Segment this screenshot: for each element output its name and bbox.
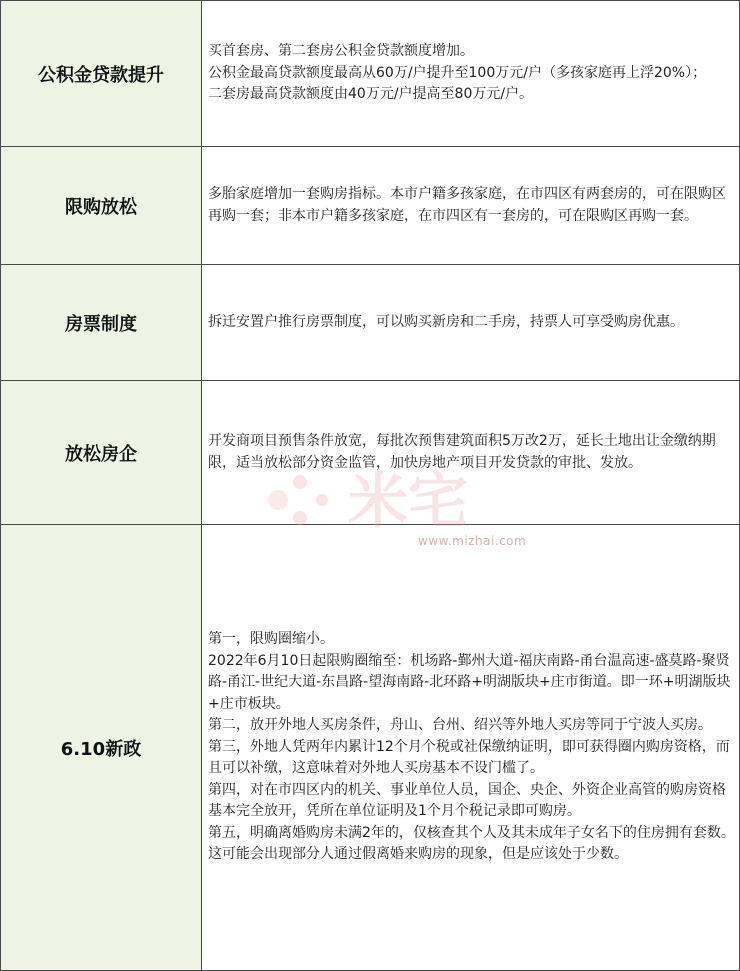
row-content: [202, 381, 740, 525]
row-content: [202, 1, 740, 147]
content-line: 2022年6月10日起限购圈缩至：机场路-鄞州大道-福庆南路-甬台温高速-盛莫路-聚贤路-甬江-世纪大道-东昌路-望海南路-北环路+明湖版块+庄市街道。即一环+明湖版块+庄市板块。: [208, 652, 731, 712]
content-line: 拆迁安置户推行房票制度，可以购买新房和二手房，持票人可享受购房优惠。: [208, 313, 684, 330]
table-row: [1, 525, 740, 971]
watermark-url: www.mizhai.com: [418, 534, 527, 548]
row-label: 限购放松: [1, 147, 202, 265]
content-line: 二套房最高贷款额度由40万元/户提高至80万元/户。: [208, 86, 534, 103]
row-label: 房票制度: [1, 265, 202, 381]
content-line: 第一，限购圈缩小。: [208, 631, 334, 648]
table-row: [1, 265, 740, 381]
row-content: [202, 147, 740, 265]
content-line: 买首套房、第二套房公积金贷款额度增加。: [208, 43, 474, 60]
content-line: 第四，对在市四区内的机关、事业单位人员，国企、央企、外资企业高管的购房资格基本完全放开，凭所在单位证明及1个月个税记录即可购房。: [208, 781, 726, 820]
watermark-brand: 米宅: [348, 467, 468, 537]
table-row: [1, 147, 740, 265]
row-content: [202, 525, 740, 971]
content-line: 多胎家庭增加一套购房指标。本市户籍多孩家庭，在市四区有两套房的，可在限购区再购一套；非本市户籍多孩家庭，在市四区有一套房的，可在限购区再购一套。: [208, 186, 726, 224]
row-label: 公积金贷款提升: [1, 1, 202, 147]
content-line: 第三，外地人凭两年内累计12个月个税或社保缴纳证明，即可获得圈内购房资格，而且可以补缴，这意味着对外地人买房基本不设门槛了。: [208, 738, 730, 777]
content-line: 开发商项目预售条件放宽，每批次预售建筑面积5万改2万，延长土地出让金缴纳期限，适当放松部分资金监管，加快房地产项目开发贷款的审批、发放。: [208, 433, 716, 471]
row-label: 6.10新政: [1, 525, 202, 971]
row-label: 放松房企: [1, 381, 202, 525]
table-row: [1, 381, 740, 525]
content-line: 第二，放开外地人买房条件，舟山、台州、绍兴等外地人买房等同于宁波人买房。: [208, 717, 712, 734]
content-line: 公积金最高贷款额度最高从60万/户提升至100万元/户（多孩家庭再上浮20%）；: [208, 64, 707, 81]
row-content: [202, 265, 740, 381]
table-row: [1, 1, 740, 147]
content-line: 第五，明确离婚购房未满2年的，仅核查其个人及其未成年子女名下的住房拥有套数。这可能会出现部分人通过假离婚来购房的现象，但是应该处于少数。: [208, 824, 735, 863]
